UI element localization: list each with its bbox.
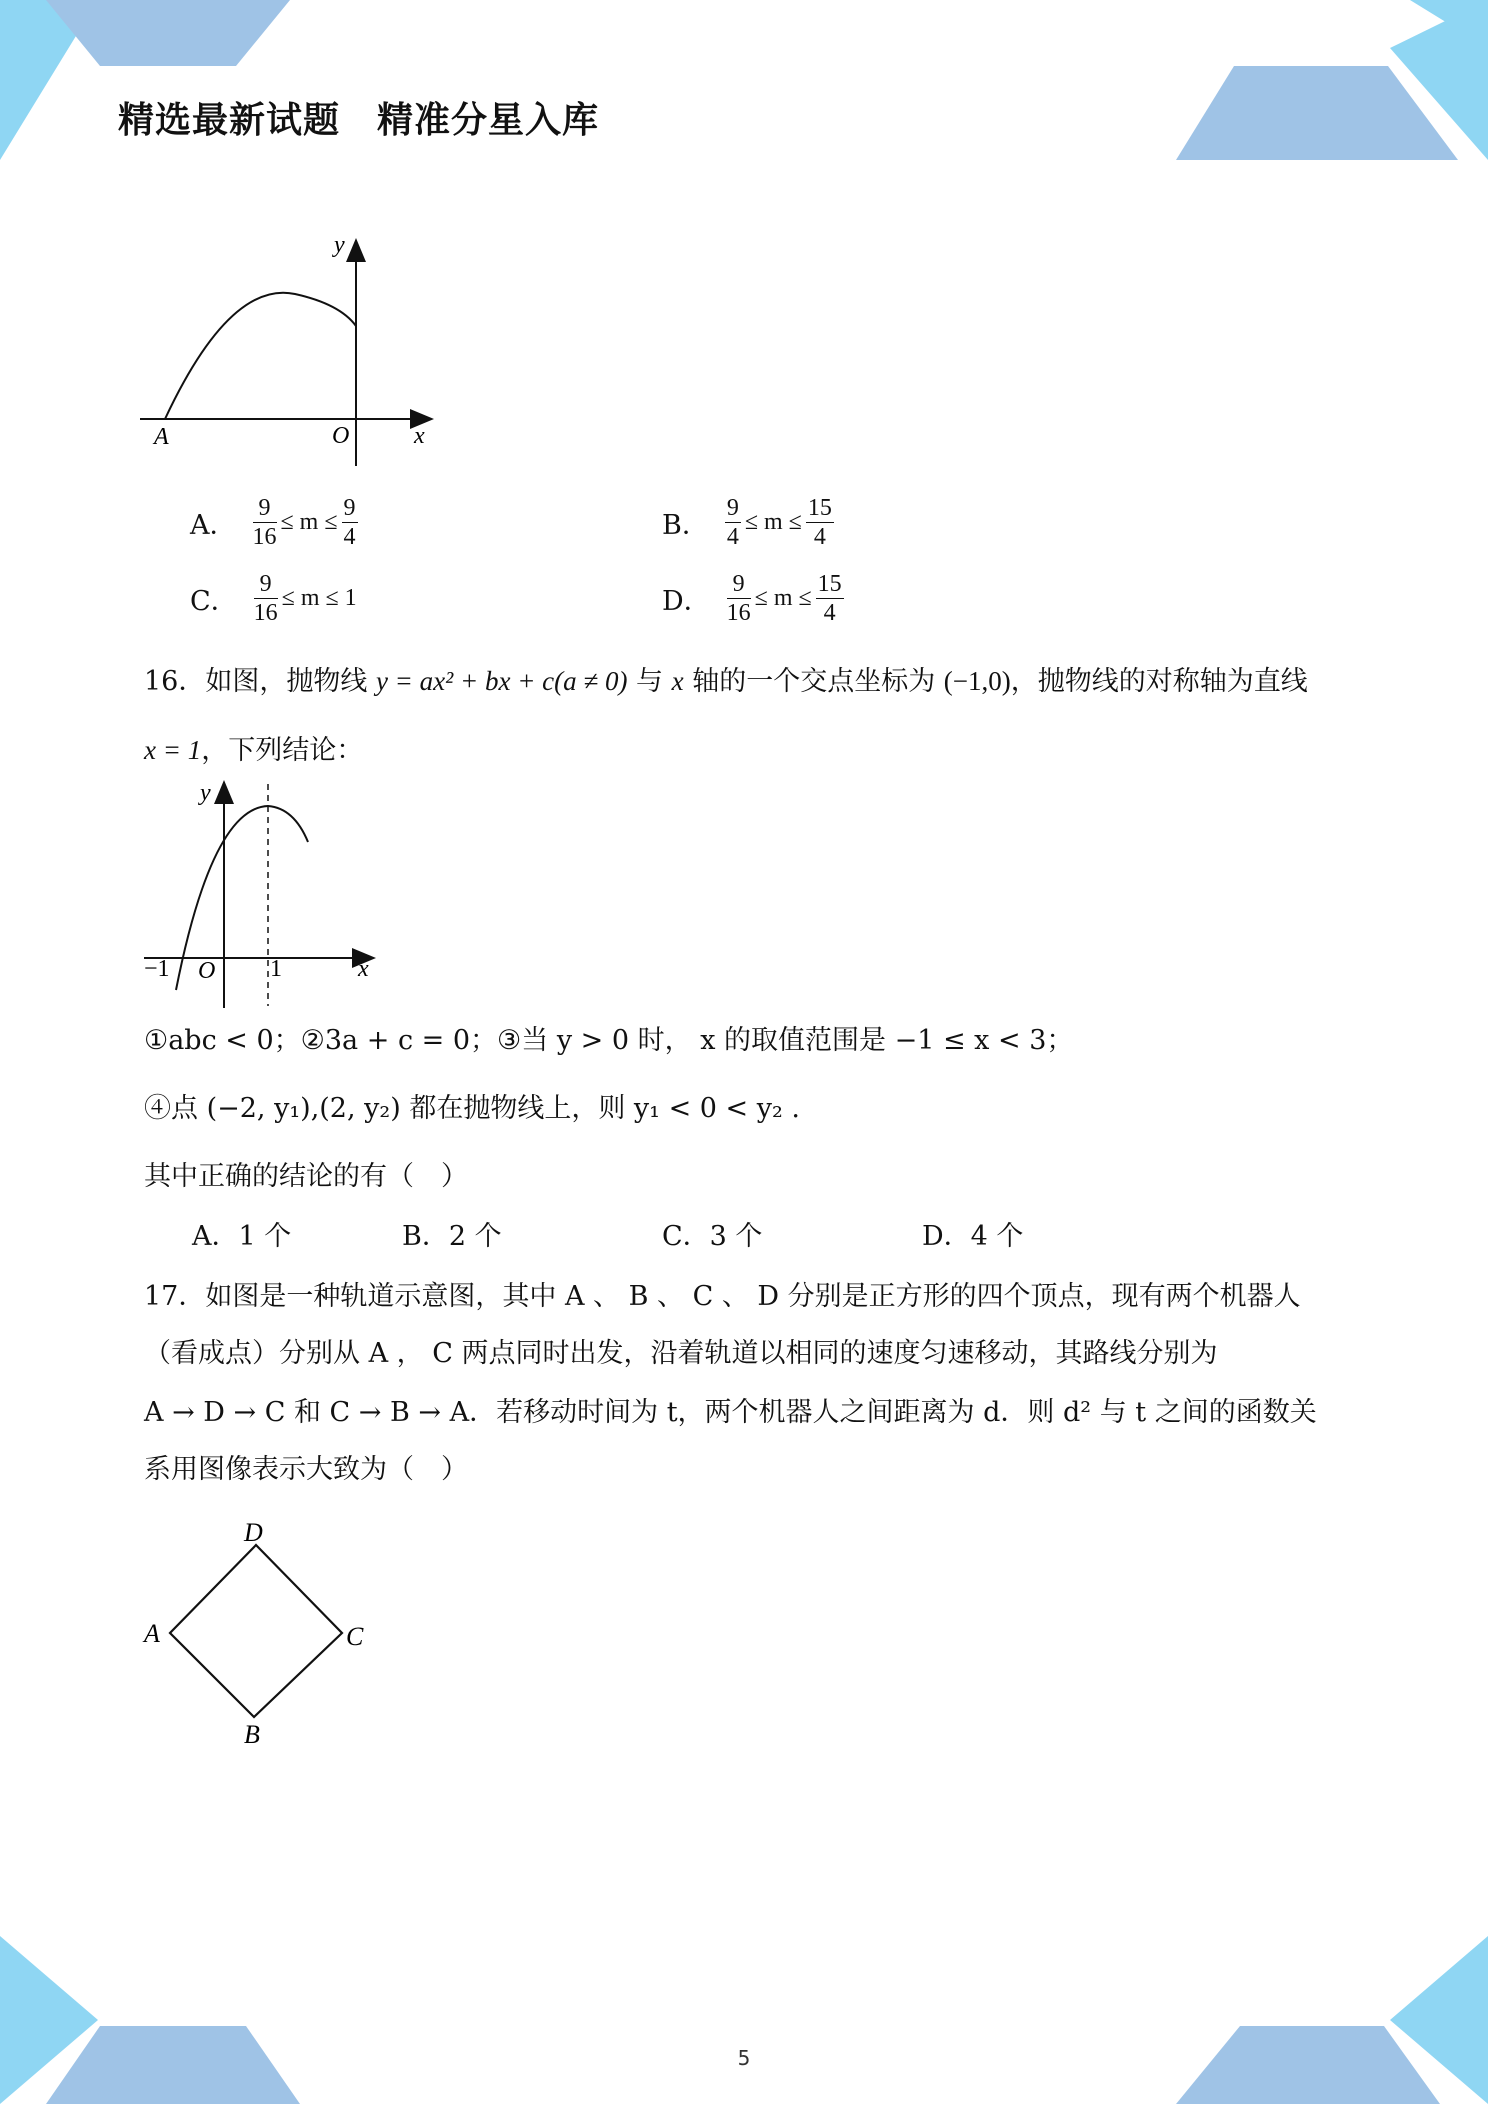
q16-line-2: x = 1，下列结论： (144, 735, 364, 766)
x-axis-label: x (414, 423, 425, 449)
q16-conclusion-1: ①abc < 0；②3a + c = 0；③当 y > 0 时， x 的取值范围是 −1 ≤ x < 3； (144, 1025, 1074, 1056)
corner-trapezoid-top-left (46, 0, 290, 66)
q17-line-2: （看成点）分别从 A ， C 两点同时出发，沿着轨道以相同的速度匀速移动，其路线分别为 (144, 1338, 1218, 1369)
q16-option-b[interactable]: B．2 个 (402, 1221, 502, 1252)
vertex-d-label: D (244, 1518, 263, 1547)
q16-option-a[interactable]: A．1 个 (192, 1221, 292, 1252)
header-title: 精选最新试题 精准分星入库 (118, 100, 600, 141)
corner-trapezoid-top-right (1176, 66, 1458, 160)
point-a-label: A (154, 424, 169, 450)
q16-option-c[interactable]: C．3 个 (662, 1221, 763, 1252)
neg-one-label: −1 (144, 956, 170, 982)
vertex-b-label: B (244, 1720, 260, 1749)
vertex-a-label: A (144, 1619, 160, 1648)
origin-label: O (332, 423, 350, 449)
q16-conclusion-2: ④点 (−2, y₁),(2, y₂) 都在抛物线上，则 y₁ < 0 < y₂ . (144, 1093, 801, 1124)
parabola-curve (165, 293, 356, 419)
q17-square-track-figure (140, 1515, 380, 1755)
q16-option-d[interactable]: D．4 个 (922, 1221, 1024, 1252)
square-track (170, 1545, 342, 1717)
page-number: 5 (737, 2046, 751, 2070)
q15-option-d[interactable]: D． $\frac{9}{16}$ ≤ m ≤ $\frac{15}{4}$ (662, 571, 842, 626)
y-axis-label: y (200, 780, 211, 806)
q16-parabola-figure (140, 780, 380, 1010)
q15-parabola-figure (130, 230, 450, 470)
q15-option-a[interactable]: A． $\frac{9}{16}$ ≤ m ≤ $\frac{9}{4}$ (190, 495, 356, 550)
q15-option-c[interactable]: C． $\frac{9}{16}$ ≤ m ≤ 1 (190, 571, 357, 626)
q17-line-1: 17．如图是一种轨道示意图，其中 A 、 B 、 C 、 D 分别是正方形的四个顶点，现有两个机器人 (144, 1281, 1301, 1312)
q17-line-4: 系用图像表示大致为（ ） (144, 1454, 468, 1485)
parabola-curve (176, 806, 308, 990)
x-axis-label: x (358, 956, 369, 982)
q15-option-b[interactable]: B． $\frac{9}{4}$ ≤ m ≤ $\frac{15}{4}$ (662, 495, 832, 550)
y-axis-label: y (334, 232, 345, 258)
one-label: 1 (270, 956, 282, 982)
q16-question: 其中正确的结论的有（ ） (144, 1161, 468, 1192)
q17-line-3: A → D → C 和 C → B → A．若移动时间为 t，两个机器人之间距离为 d．则 d² 与 t 之间的函数关 (144, 1397, 1317, 1428)
origin-label: O (198, 958, 216, 984)
q16-line-1: 16．如图，抛物线 y = ax² + bx + c(a ≠ 0) 与 x 轴的一个交点坐标为 (−1,0)，抛物线的对称轴为直线 (144, 666, 1308, 697)
vertex-c-label: C (346, 1622, 364, 1651)
